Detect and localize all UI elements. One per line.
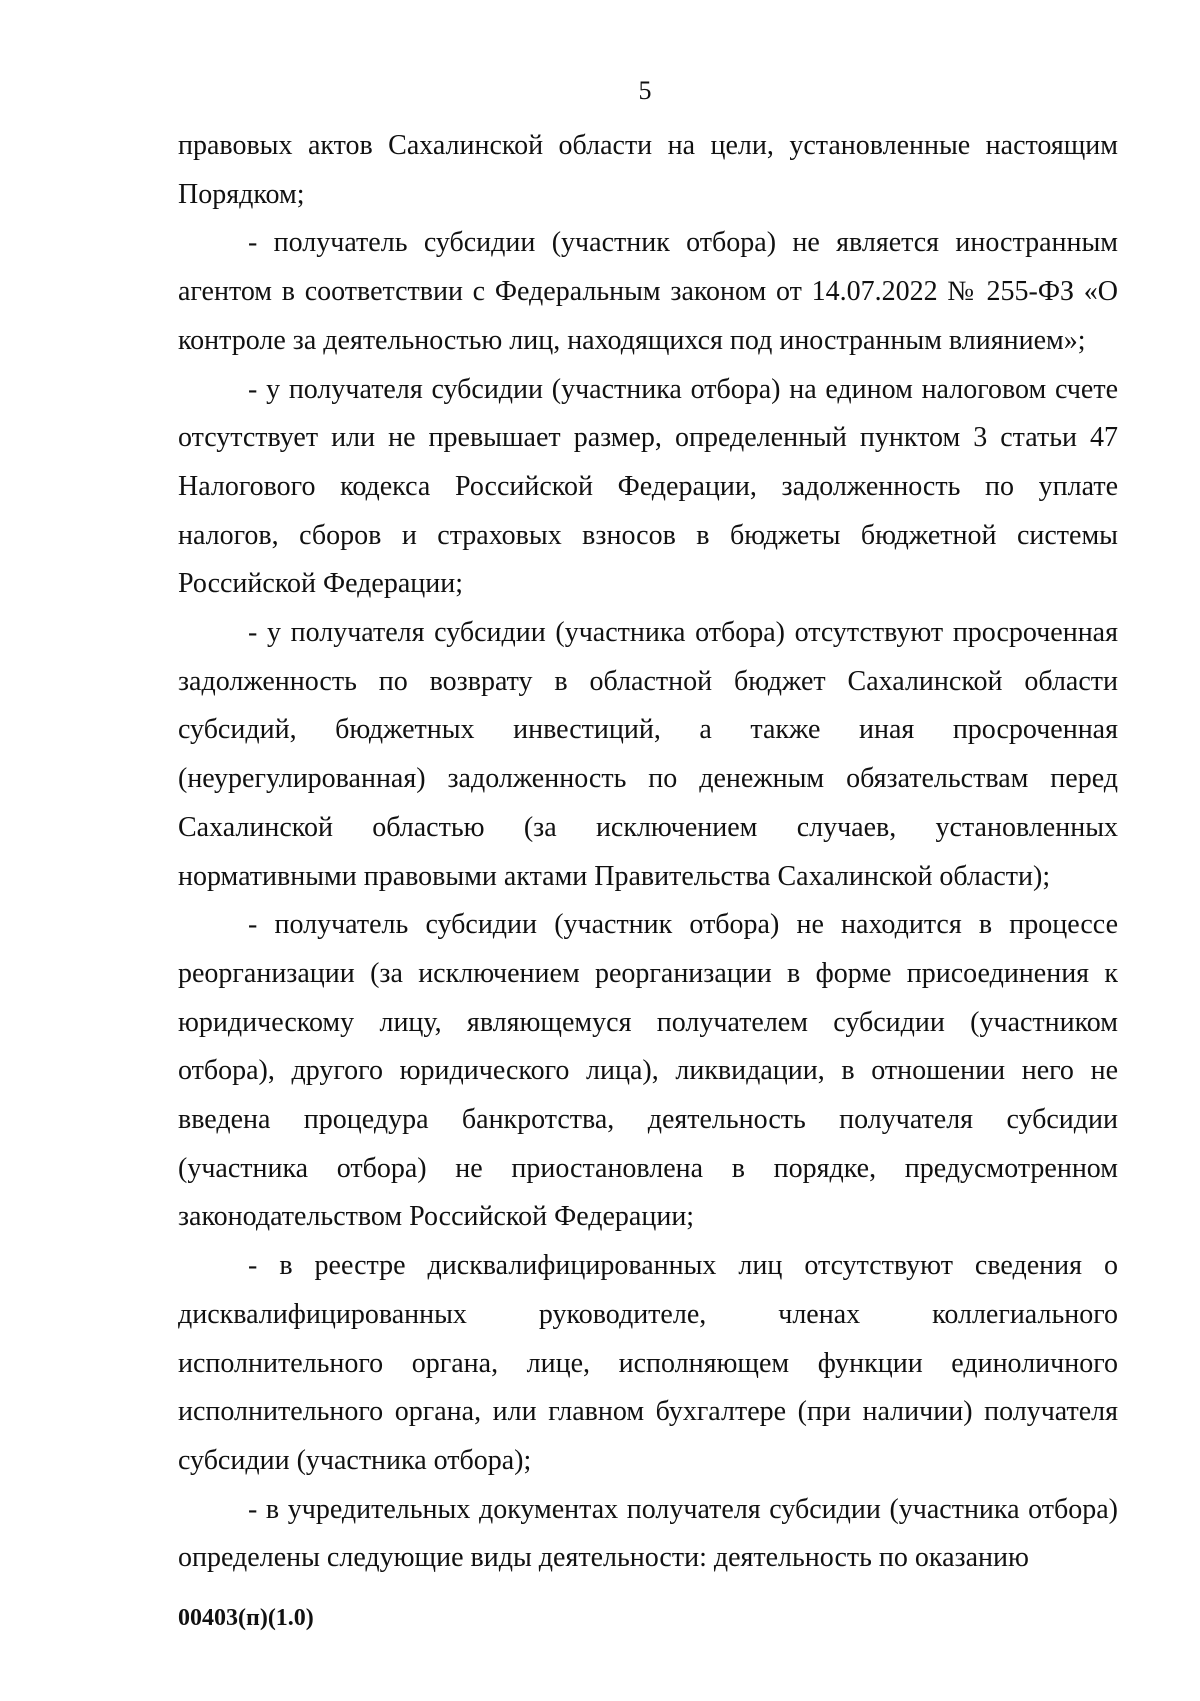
page-number: 5 (638, 76, 652, 105)
paragraph-tax-debt: - у получателя субсидии (участника отбора) на едином налоговом счете отсутствует или не превышает размер, определенный пунктом 3 статьи 47 Налогового кодекса Российской Федерации, задолженность по уплате налогов, сборов и страховых взносов в бюджеты бюджетной системы Российской Федерации; (178, 373, 1118, 600)
document-code: 00403(п)(1.0) (178, 1605, 314, 1631)
paragraph-continuation: правовых актов Сахалинской области на цели, установленные настоящим Порядком; (178, 130, 1118, 210)
document-body (178, 122, 1118, 1583)
paragraph-disqualified-registry: - в реестре дисквалифицированных лиц отсутствуют сведения о дисквалифицированных руководителе, членах коллегиального исполнительного органа, лице, исполняющем функции единоличного исполнительного органа, или главном бухгалтере (при наличии) получателя субсидии (участника отбора); (178, 1250, 1118, 1476)
paragraph-reorganization: - получатель субсидии (участник отбора) не находится в процессе реорганизации (за исключением реорганизации в форме присоединения к юридическому лицу, являющемуся получателем субсидии (участником отбора), другого юридического лица), ликвидации, в отношении него не введена процедура банкротства, деятельность получателя субсидии (участника отбора) не приостановлена в порядке, предусмотренном законодательством Российской Федерации; (178, 909, 1118, 1233)
paragraph-foreign-agent: - получатель субсидии (участник отбора) не является иностранным агентом в соответствии с Федеральным законом от 14.07.2022 № 255-ФЗ «О контроле за деятельностью лиц, находящихся под иностранным влиянием»; (178, 227, 1118, 356)
paragraph-founding-documents: - в учредительных документах получателя субсидии (участника отбора) определены следующие виды деятельности: деятельность по оказанию (178, 1493, 1118, 1574)
paragraph-overdue-debt: - у получателя субсидии (участника отбора) отсутствуют просроченная задолженность по возврату в областной бюджет Сахалинской области субсидий, бюджетных инвестиций, а также иная просроченная (неурегулированная) задолженность по денежным обязательствам перед Сахалинской областью (за исключением случаев, установленных нормативными правовыми актами Правительства Сахалинской области); (178, 617, 1118, 892)
